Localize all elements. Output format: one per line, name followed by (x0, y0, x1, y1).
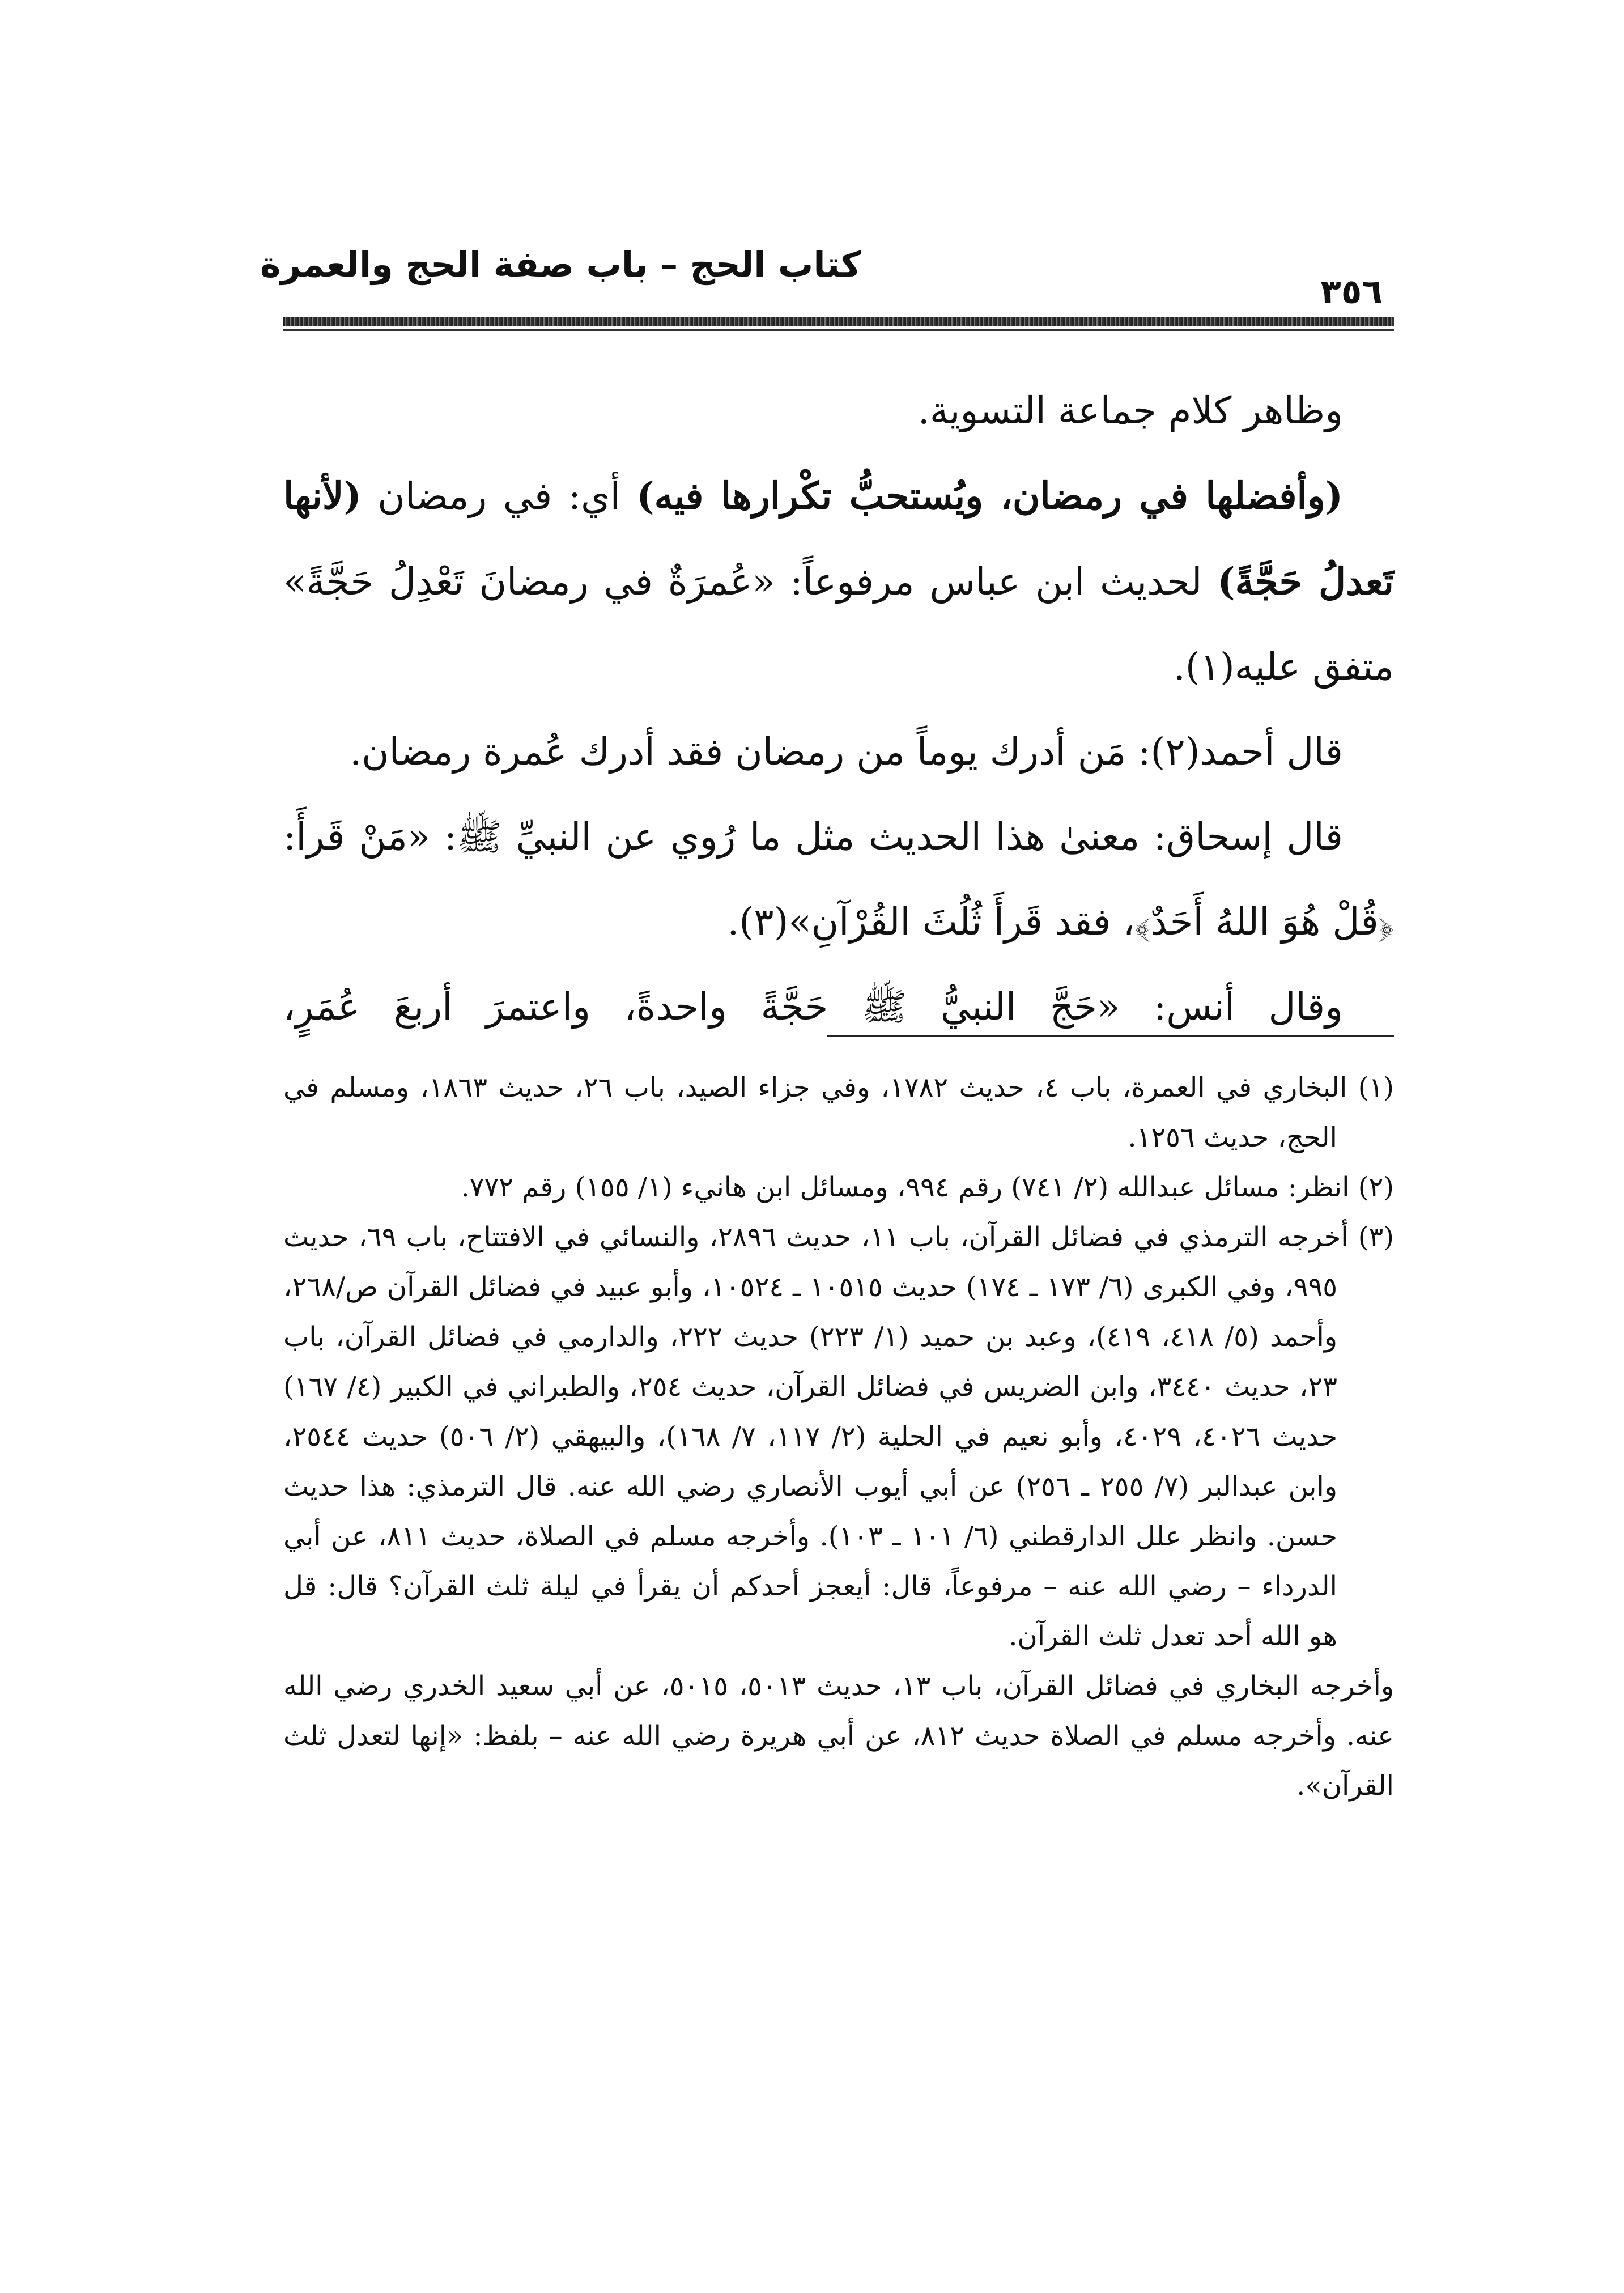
footnote-1: (١) البخاري في العمرة، باب ٤، حديث ١٧٨٢، وفي جزاء الصيد، باب ٢٦، حديث ١٨٦٣، ومسلم في الحج، حديث ١٢٥٦. (283, 1072, 1394, 1153)
footnotes (283, 1063, 1394, 1811)
footnote-2: (٢) انظر: مسائل عبدالله (٢/ ٧٤١) رقم ٩٩٤، ومسائل ابن هانيء (١/ ١٥٥) رقم ٧٧٢. (461, 1171, 1394, 1203)
footnote-3-continuation: وأخرجه البخاري في فضائل القرآن، باب ١٣، حديث ٥٠١٣، ٥٠١٥، عن أبي سعيد الخدري رضي الله عنه. وأخرجه مسلم في الصلاة حديث ٨١٢، عن أبي هريرة رضي الله عنه – بلفظ: «إنها لتعدل ثلث القرآن». (283, 1670, 1395, 1802)
main-text (283, 368, 1394, 1050)
running-header (260, 244, 1394, 340)
paragraph-3: قال أحمد(٢): مَن أدرك يوماً من رمضان فقد أدرك عُمرة رمضان. (350, 730, 1343, 774)
header-title: كتاب الحج – باب صفة الحج والعمرة (260, 244, 861, 285)
paragraph-2 (283, 453, 1394, 710)
footnote-3: (٣) أخرجه الترمذي في فضائل القرآن، باب ١١، حديث ٢٨٩٦، والنسائي في الافتتاح، باب ٦٩، حديث ٩٩٥، وفي الكبرى (٦/ ١٧٣ ـ ١٧٤) حديث ١٠٥١٥ ـ ١٠٥٢٤، وأبو عبيد في فضائل القرآن ص/٢٦٨، وأحمد (٥/ ٤١٨، ٤١٩)، وعبد بن حميد (١/ ٢٢٣) حديث ٢٢٢، والدارمي في فضائل القرآن، باب ٢٣، حديث ٣٤٤٠، وابن الضريس في فضائل القرآن، حديث ٢٥٤، والطبراني في الكبير (٤/ ١٦٧) حديث ٤٠٢٦، ٤٠٢٩، وأبو نعيم في الحلية (٢/ ١١٧، ٧/ ١٦٨)، والبيهقي (٢/ ٥٠٦) حديث ٢٥٤٤، وابن عبدالبر (٧/ ٢٥٥ ـ ٢٥٦) عن أبي أيوب الأنصاري رضي الله عنه. قال الترمذي: هذا حديث حسن. وانظر علل الدارقطني (٦/ ١٠١ ـ ١٠٣). وأخرجه مسلم في الصلاة، حديث ٨١١، عن أبي الدرداء – رضي الله عنه – مرفوعاً، قال: أيعجز أحدكم أن يقرأ في ليلة ثلث القرآن؟ قال: قل هو الله أحد تعدل ثلث القرآن. (283, 1221, 1395, 1652)
paragraph-2-bold-2: (لأنها تَعدلُ حَجَّةً) (283, 474, 1394, 604)
paragraph-2-text: أي: في رمضان (361, 474, 637, 518)
header-rule-thin (283, 329, 1394, 331)
paragraph-5: وقال أنس: «حَجَّ النبيُّ ﷺ حَجَّةً واحدةً، واعتمرَ أربعَ عُمَرٍ، (283, 985, 1343, 1029)
header-rule-thick (283, 317, 1394, 326)
paragraph-4: قال إسحاق: معنىٰ هذا الحديث مثل ما رُوي عن النبيِّ ﷺ: «مَنْ قَرأَ: ﴿قُلْ هُوَ اللهُ أَحَدٌ﴾، فقد قَرأَ ثُلُثَ القُرْآنِ»(٣). (283, 815, 1394, 944)
footnote-separator (827, 1035, 1394, 1037)
paragraph-1: وظاهر كلام جماعة التسوية. (917, 389, 1343, 432)
paragraph-2-bold: (وأفضلها في رمضان، ويُستحبُّ تكْرارها فيه) (636, 474, 1343, 518)
page-number: ٣٥٦ (1320, 272, 1383, 312)
paragraph-2-text-2: لحديث ابن عباس مرفوعاً: «عُمرَةٌ في رمضانَ تَعْدِلُ حَجَّةً» متفق عليه(١). (283, 560, 1394, 689)
